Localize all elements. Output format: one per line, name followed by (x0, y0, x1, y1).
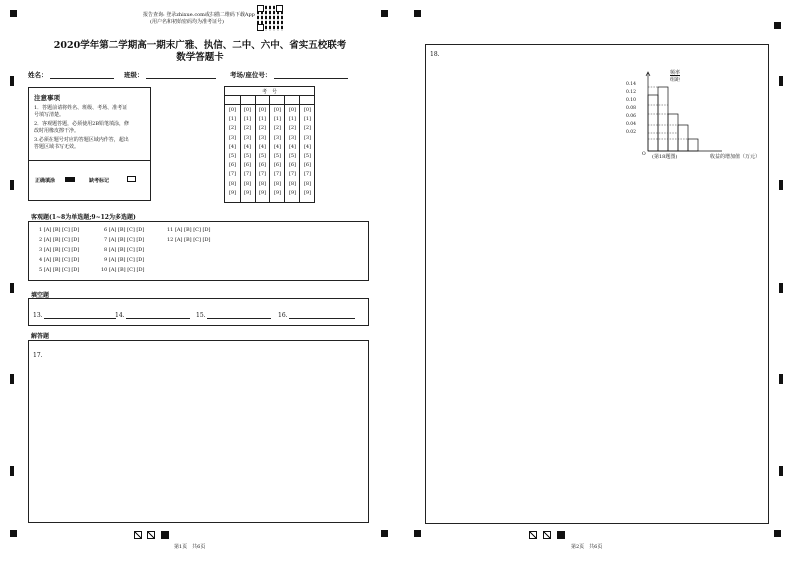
digit-bubble[interactable]: [9] (273, 189, 282, 196)
objective-question[interactable]: 11 [A] [B] [C] [D] (167, 227, 211, 233)
y-tick-label: 0.04 (626, 122, 637, 127)
divider (299, 95, 300, 202)
fill-blank-13 (33, 310, 116, 319)
digit-bubble[interactable]: [0] (228, 107, 237, 113)
digit-bubble[interactable]: [9] (243, 189, 252, 196)
digit-bubble[interactable]: [6] (243, 162, 252, 169)
question-number: 15. (196, 312, 206, 319)
digit-bubble[interactable]: [7] (273, 171, 282, 178)
absent-mark-label: 缺考标记 (89, 178, 110, 184)
objective-question[interactable]: 5 [A] [B] [C] [D] (39, 267, 80, 273)
registration-mark (381, 10, 388, 17)
divider (269, 95, 270, 202)
seat-row (230, 70, 348, 79)
page-number: 第1页 共6页 (174, 544, 206, 550)
answer-area-17[interactable] (28, 340, 369, 523)
digit-bubble[interactable]: [3] (303, 134, 312, 141)
filled-bubble-icon (65, 177, 75, 182)
digit-bubble[interactable]: [8] (273, 180, 282, 187)
name-label: 姓名： (28, 71, 48, 79)
notes-heading: 注意事项 (34, 94, 60, 102)
objective-heading: 客观题(1~8为单选题;9~12为多选题) (31, 214, 136, 221)
page-number: 第2页 共6页 (571, 544, 603, 550)
class-label: 班级： (124, 71, 144, 79)
objective-question[interactable]: 7 [A] [B] [C] [D] (104, 237, 145, 243)
registration-mark (381, 530, 388, 537)
digit-bubble[interactable]: [1] (303, 116, 312, 123)
divider (284, 95, 285, 202)
timing-mark (779, 374, 783, 384)
solution-heading: 解答题 (31, 333, 50, 340)
objective-question[interactable]: 3 [A] [B] [C] [D] (39, 247, 80, 253)
figure-caption: (第18题图) (652, 154, 678, 160)
objective-question[interactable]: 9 [A] [B] [C] [D] (104, 257, 145, 263)
digit-bubble[interactable]: [2] (258, 125, 267, 132)
digit-bubble[interactable]: [2] (288, 125, 297, 132)
question-number: 13. (33, 312, 43, 319)
registration-mark (774, 530, 781, 537)
y-tick-label: 0.10 (626, 98, 637, 103)
digit-bubble[interactable]: [9] (303, 189, 312, 196)
digit-bubble[interactable]: [5] (273, 152, 282, 159)
exam-digit-column[interactable] (302, 106, 313, 198)
divider (240, 95, 241, 202)
digit-bubble[interactable]: [3] (288, 134, 297, 141)
digit-bubble[interactable]: [6] (258, 162, 267, 169)
digit-bubble[interactable]: [4] (288, 143, 297, 150)
question-number: 18. (430, 51, 440, 58)
question-number: 17. (33, 352, 43, 359)
y-axis-label: 频率 (670, 70, 681, 76)
timing-mark (10, 76, 14, 86)
registration-mark (10, 10, 17, 17)
digit-bubble[interactable]: [0] (243, 107, 252, 113)
digit-bubble[interactable]: [6] (288, 162, 297, 169)
digit-bubble[interactable]: [2] (243, 125, 252, 132)
digit-bubble[interactable]: [2] (228, 125, 237, 132)
objective-question[interactable]: 1 [A] [B] [C] [D] (39, 227, 80, 233)
correct-fill-label: 正确填涂 (35, 178, 56, 184)
fill-blank-box (28, 298, 369, 326)
divider (29, 160, 150, 161)
digit-bubble[interactable]: [3] (273, 134, 282, 141)
digit-bubble[interactable]: [1] (228, 116, 237, 123)
question-number: 16. (278, 312, 288, 319)
y-tick-label: 0.12 (626, 90, 637, 95)
answer-line[interactable] (126, 310, 190, 319)
page-check-mark (147, 531, 155, 539)
exam-digit-column[interactable] (287, 106, 298, 198)
digit-bubble[interactable]: [5] (228, 152, 237, 159)
seat-field[interactable] (274, 70, 348, 79)
exam-digit-column[interactable] (257, 106, 268, 198)
digit-bubble[interactable]: [3] (228, 134, 237, 141)
registration-mark (774, 22, 781, 29)
timing-mark (779, 180, 783, 190)
digit-bubble[interactable]: [4] (273, 143, 282, 150)
digit-bubble[interactable]: [0] (288, 107, 297, 113)
timing-mark (779, 283, 783, 293)
timing-mark (10, 374, 14, 384)
objective-answer-box (28, 221, 369, 281)
timing-mark (10, 180, 14, 190)
digit-bubble[interactable]: [7] (243, 171, 252, 178)
fill-blank-15 (196, 310, 271, 319)
exam-digit-column[interactable] (242, 106, 253, 198)
digit-bubble[interactable]: [4] (228, 143, 237, 150)
digit-bubble[interactable]: [7] (228, 171, 237, 178)
report-notice: 报告查询: 登录zhixue.com或扫描二维码下载App (143, 12, 255, 18)
page-title: 2020学年第二学期高一期末广雅、执信、二中、六中、省实五校联考 (53, 40, 347, 51)
digit-bubble[interactable]: [1] (273, 116, 282, 123)
digit-bubble[interactable]: [9] (228, 189, 237, 196)
digit-bubble[interactable]: [2] (273, 125, 282, 132)
digit-bubble[interactable]: [2] (303, 125, 312, 132)
answer-line[interactable] (44, 310, 116, 319)
qr-code-icon (257, 5, 283, 31)
page-subtitle: 数学答题卡 (176, 52, 224, 63)
objective-question[interactable]: 12 [A] [B] [C] [D] (167, 237, 211, 243)
question-number: 14. (115, 312, 125, 319)
digit-bubble[interactable]: [4] (258, 143, 267, 150)
fill-blank-16 (278, 310, 355, 319)
timing-mark (10, 283, 14, 293)
digit-bubble[interactable]: [9] (288, 189, 297, 196)
notes-item: 改时用橡皮擦干净。 (34, 128, 80, 134)
page-check-mark (543, 531, 551, 539)
histogram-plot (622, 69, 752, 159)
exam-digit-column[interactable] (227, 106, 238, 198)
digit-bubble[interactable]: [5] (243, 152, 252, 159)
origin-label: O (642, 152, 646, 157)
digit-bubble[interactable]: [4] (243, 143, 252, 150)
notes-item: 1．答题前请将姓名、班级、考场、准考证 (34, 105, 128, 111)
digit-bubble[interactable]: [5] (258, 152, 267, 159)
report-notice-sub: (用户名和初始密码均为准考证号) (150, 19, 224, 25)
exam-number-heading: 考 号 (261, 89, 277, 95)
digit-bubble[interactable]: [0] (258, 107, 267, 113)
digit-bubble[interactable]: [5] (288, 152, 297, 159)
digit-bubble[interactable]: [6] (303, 162, 312, 169)
notes-item: 3.必须在题号对应的答题区域内作答，超出 (34, 137, 129, 143)
y-tick-label: 0.06 (626, 114, 637, 119)
name-row (28, 70, 114, 79)
objective-question[interactable]: 2 [A] [B] [C] [D] (39, 237, 80, 243)
fill-blank-heading: 填空题 (31, 292, 50, 299)
exam-number-grid (224, 86, 315, 203)
digit-bubble[interactable]: [1] (258, 116, 267, 123)
digit-bubble[interactable]: [8] (288, 180, 297, 187)
y-tick-label: 0.14 (626, 82, 637, 87)
class-row (124, 70, 216, 79)
registration-mark (414, 530, 421, 537)
digit-bubble[interactable]: [3] (258, 134, 267, 141)
timing-mark (779, 466, 783, 476)
absent-checkbox[interactable] (127, 176, 136, 182)
divider (255, 95, 256, 202)
digit-bubble[interactable]: [5] (303, 152, 312, 159)
digit-bubble[interactable]: [8] (258, 180, 267, 187)
page-check-mark (134, 531, 142, 539)
objective-question[interactable]: 10 [A] [B] [C] [D] (101, 267, 145, 273)
notes-item: 号填写清楚。 (34, 112, 65, 118)
class-field[interactable] (146, 70, 216, 79)
digit-bubble[interactable]: [7] (288, 171, 297, 178)
registration-mark (414, 10, 421, 17)
digit-bubble[interactable]: [1] (243, 116, 252, 123)
y-tick-label: 0.08 (626, 106, 637, 111)
histogram-figure (622, 69, 761, 160)
page-block-mark (161, 531, 169, 539)
answer-line[interactable] (289, 310, 355, 319)
answer-line[interactable] (207, 310, 271, 319)
digit-bubble[interactable]: [8] (228, 180, 237, 187)
digit-bubble[interactable]: [9] (258, 189, 267, 196)
x-axis-label: 收益的增加值（万元） (710, 154, 761, 160)
objective-question[interactable]: 6 [A] [B] [C] [D] (104, 227, 145, 233)
y-tick-label: 0.02 (626, 130, 637, 135)
notes-item: 2．客观题答题，必须使用2B铅笔填涂，修 (34, 121, 130, 127)
objective-question[interactable]: 4 [A] [B] [C] [D] (39, 257, 80, 263)
digit-bubble[interactable]: [6] (228, 162, 237, 169)
timing-mark (779, 76, 783, 86)
digit-bubble[interactable]: [7] (258, 171, 267, 178)
seat-label: 考场/座位号： (230, 71, 272, 79)
digit-bubble[interactable]: [8] (303, 180, 312, 187)
timing-mark (10, 466, 14, 476)
fill-blank-14 (115, 310, 190, 319)
digit-bubble[interactable]: [0] (303, 107, 312, 113)
digit-bubble[interactable]: [1] (288, 116, 297, 123)
exam-digit-column[interactable] (272, 106, 283, 198)
digit-bubble[interactable]: [4] (303, 143, 312, 150)
y-axis-label: 组距 (670, 77, 681, 83)
digit-bubble[interactable]: [6] (273, 162, 282, 169)
name-field[interactable] (50, 70, 114, 79)
digit-bubble[interactable]: [3] (243, 134, 252, 141)
objective-question[interactable]: 8 [A] [B] [C] [D] (104, 247, 145, 253)
answer-area-18[interactable] (425, 44, 769, 524)
notes-box (28, 87, 151, 201)
digit-bubble[interactable]: [0] (273, 107, 282, 113)
digit-bubble[interactable]: [8] (243, 180, 252, 187)
digit-bubble[interactable]: [7] (303, 171, 312, 178)
registration-mark (10, 530, 17, 537)
page-check-mark (529, 531, 537, 539)
notes-item: 答题区域书写无效。 (34, 144, 80, 150)
page-block-mark (557, 531, 565, 539)
